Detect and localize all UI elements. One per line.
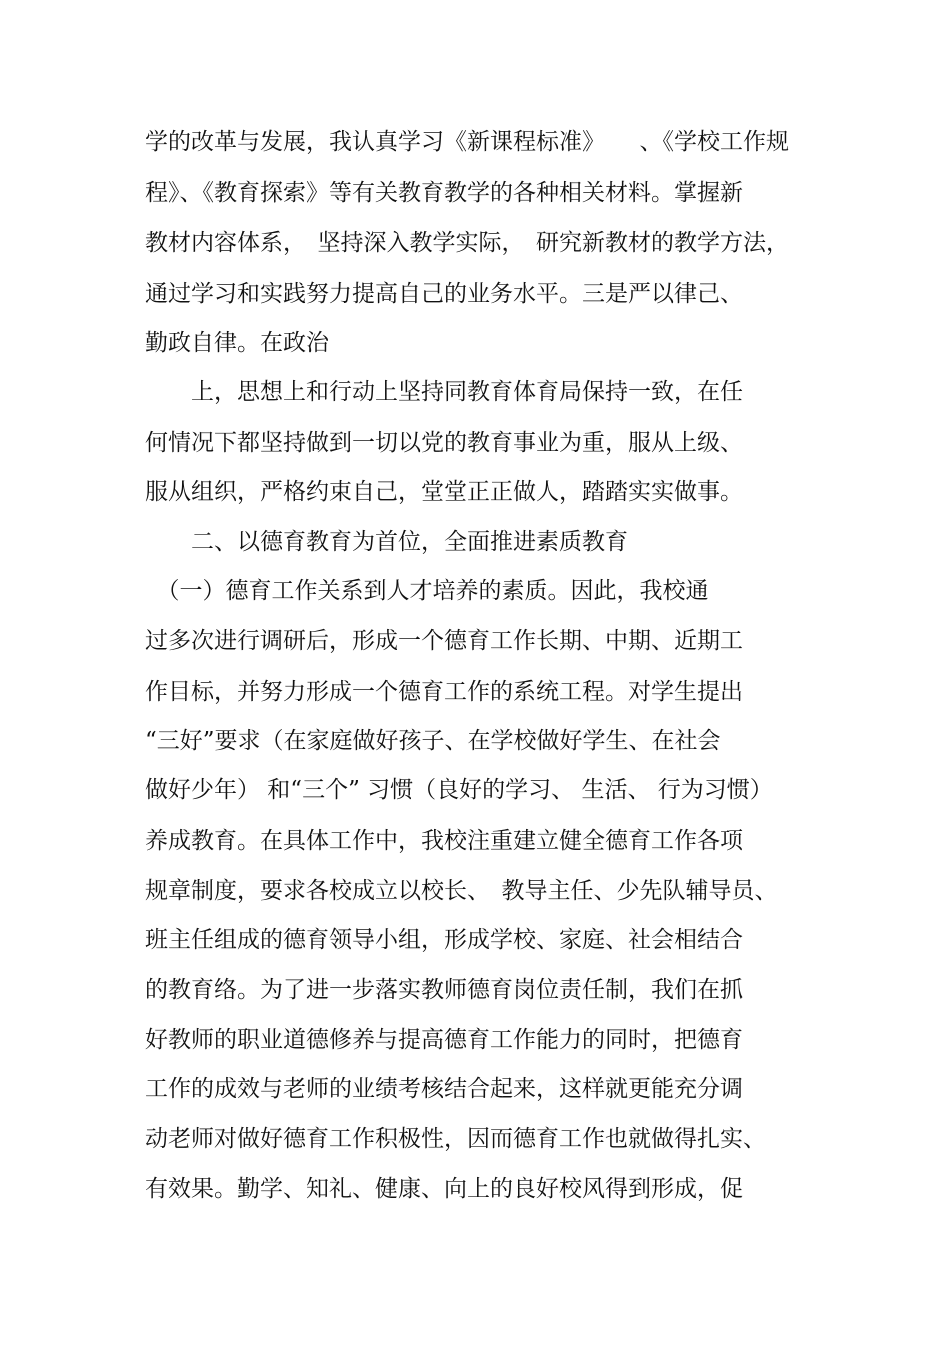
text-line: 有效果。勤学、知礼、健康、向上的良好校风得到形成，促 bbox=[145, 1176, 743, 1202]
text-line: 上，思想上和行动上坚持同教育体育局保持一致，在任 bbox=[145, 379, 743, 405]
text-line: 工作的成效与老师的业绩考核结合起来，这样就更能充分调 bbox=[145, 1076, 743, 1102]
text-line: 勤政自律。在政治 bbox=[145, 330, 329, 356]
text-line: 程》、《教育探索》等有关教育教学的各种相关材料。掌握新 bbox=[145, 180, 743, 206]
text-line: 作目标，并努力形成一个德育工作的系统工程。对学生提出 bbox=[145, 679, 743, 705]
text-line: 通过学习和实践努力提高自己的业务水平。三是严以律己、 bbox=[145, 281, 743, 307]
text-line: 养成教育。在具体工作中，我校注重建立健全德育工作各项 bbox=[145, 828, 743, 854]
text-line: 班主任组成的德育领导小组，形成学校、家庭、社会相结合 bbox=[145, 927, 743, 953]
text-line: 学的改革与发展，我认真学习《新课程标准》 、《学校工作规 bbox=[145, 129, 789, 155]
text-line: “三好”要求（在家庭做好孩子、在学校做好学生、在社会 bbox=[145, 728, 721, 754]
text-line: 好教师的职业道德修养与提高德育工作能力的同时，把德育 bbox=[145, 1027, 743, 1053]
text-line: 动老师对做好德育工作积极性，因而德育工作也就做得扎实、 bbox=[145, 1126, 766, 1152]
text-line: 服从组织，严格约束自己，堂堂正正做人，踏踏实实做事。 bbox=[145, 479, 743, 505]
text-line: 过多次进行调研后，形成一个德育工作长期、中期、近期工 bbox=[145, 628, 743, 654]
text-line: （一）德育工作关系到人才培养的素质。因此，我校通 bbox=[145, 578, 709, 604]
text-line: 何情况下都坚持做到一切以党的教育事业为重，服从上级、 bbox=[145, 430, 743, 456]
text-line: 做好少年） 和“三个” 习惯（良好的学习、 生活、 行为习惯） bbox=[145, 777, 773, 803]
text-line: 教材内容体系， 坚持深入教学实际， 研究新教材的教学方法， bbox=[145, 230, 789, 256]
text-line: 规章制度，要求各校成立以校长、 教导主任、少先队辅导员、 bbox=[145, 878, 778, 904]
section-heading: 二、以德育教育为首位，全面推进素质教育 bbox=[145, 529, 628, 555]
text-line: 的教育络。为了进一步落实教师德育岗位责任制，我们在抓 bbox=[145, 977, 743, 1003]
